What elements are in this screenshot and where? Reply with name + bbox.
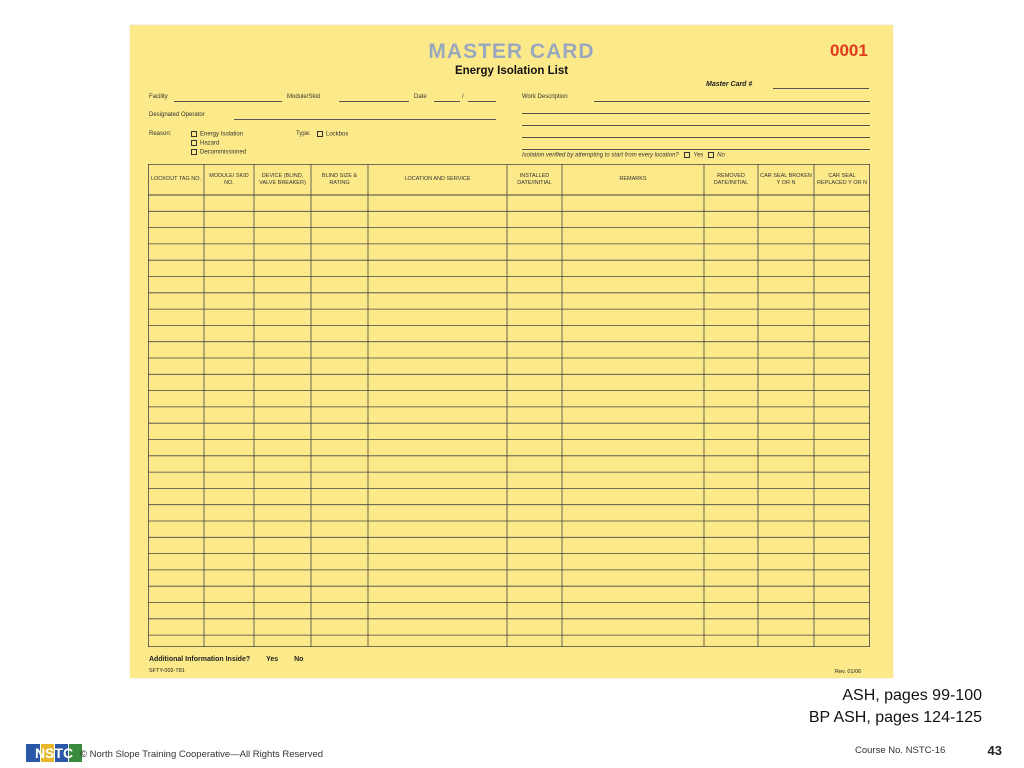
- additional-info-yes[interactable]: Yes: [266, 656, 279, 663]
- checkbox[interactable]: [191, 140, 197, 146]
- date-line-2: [468, 101, 496, 102]
- reference-ash: ASH, pages 99-100: [842, 687, 982, 704]
- designated-operator-label: Designated Operator: [149, 112, 205, 118]
- verification-question: Isolation verified by attempting to start from every location? Yes No: [522, 152, 725, 159]
- date-line-1: [434, 101, 460, 102]
- col-removed: REMOVED DATE/INITIAL: [713, 172, 749, 186]
- checkbox[interactable]: [191, 149, 197, 155]
- col-location-service: LOCATION AND SERVICE: [404, 176, 471, 182]
- col-lockout-tag: LOCKOUT TAG NO.: [150, 176, 202, 182]
- checkbox[interactable]: [191, 131, 197, 137]
- logo-text: NSTC: [34, 745, 74, 761]
- reference-bp-ash: BP ASH, pages 124-125: [808, 709, 982, 726]
- checkbox[interactable]: [317, 131, 323, 137]
- date-label: Date: [414, 94, 427, 100]
- copyright: © North Slope Training Cooperative—All Rights Reserved: [80, 749, 324, 760]
- master-card-number-line: [773, 88, 869, 89]
- module-skid-label: Module/Skid: [287, 94, 321, 100]
- card-title: MASTER CARD: [428, 40, 595, 63]
- nstc-logo-icon: [26, 741, 84, 765]
- reason-hazard[interactable]: Hazard: [191, 140, 219, 147]
- facility-label: Facility: [149, 94, 168, 100]
- date-separator: /: [462, 94, 464, 100]
- module-skid-line: [339, 101, 409, 102]
- form-code: SFTY-002-T81: [149, 668, 185, 674]
- form-revision: Rev. 01/06: [835, 669, 862, 675]
- col-blind-size: BLIND SIZE & RATING: [321, 172, 358, 186]
- work-description-label: Work Description: [522, 94, 568, 100]
- reason-energy-isolation[interactable]: Energy Isolation: [191, 131, 243, 138]
- col-remarks: REMARKS: [619, 176, 647, 182]
- facility-line: [174, 101, 282, 102]
- master-card-number-label: Master Card #: [706, 81, 753, 88]
- course-number: Course No. NSTC-16: [855, 745, 946, 756]
- checkbox[interactable]: [684, 152, 690, 158]
- work-description-line-4: [522, 137, 870, 138]
- checkbox[interactable]: [708, 152, 714, 158]
- card-number: 0001: [830, 41, 868, 60]
- table-lines: [148, 164, 870, 647]
- col-installed: INSTALLED DATE/INITIAL: [517, 172, 552, 186]
- type-lockbox[interactable]: Lockbox: [317, 131, 348, 138]
- reason-label: Reason:: [149, 131, 172, 137]
- master-card: [130, 25, 893, 678]
- col-module-skid: MODULE/ SKID NO.: [209, 172, 249, 186]
- card-subtitle: Energy Isolation List: [454, 65, 569, 77]
- additional-info-no[interactable]: No: [294, 656, 304, 663]
- reason-decommissioned[interactable]: Decommissioned: [191, 149, 246, 156]
- col-car-seal-broken: CAR SEAL BROKEN Y OR N: [760, 172, 812, 186]
- type-label: Type:: [296, 131, 311, 137]
- isolation-table: [148, 164, 870, 647]
- work-description-line-2: [522, 113, 870, 114]
- additional-info: Additional Information Inside? Yes No: [149, 656, 304, 663]
- work-description-line-3: [522, 125, 870, 126]
- page-number: 43: [987, 743, 1002, 758]
- work-description-line-1: [594, 101, 870, 102]
- work-description-line-5: [522, 149, 870, 150]
- col-device: DEVICE (BLIND, VALVE BREAKER): [259, 172, 306, 186]
- col-car-seal-replaced: CAR SEAL REPLACED Y OR N: [817, 172, 867, 186]
- designated-operator-line: [234, 119, 496, 120]
